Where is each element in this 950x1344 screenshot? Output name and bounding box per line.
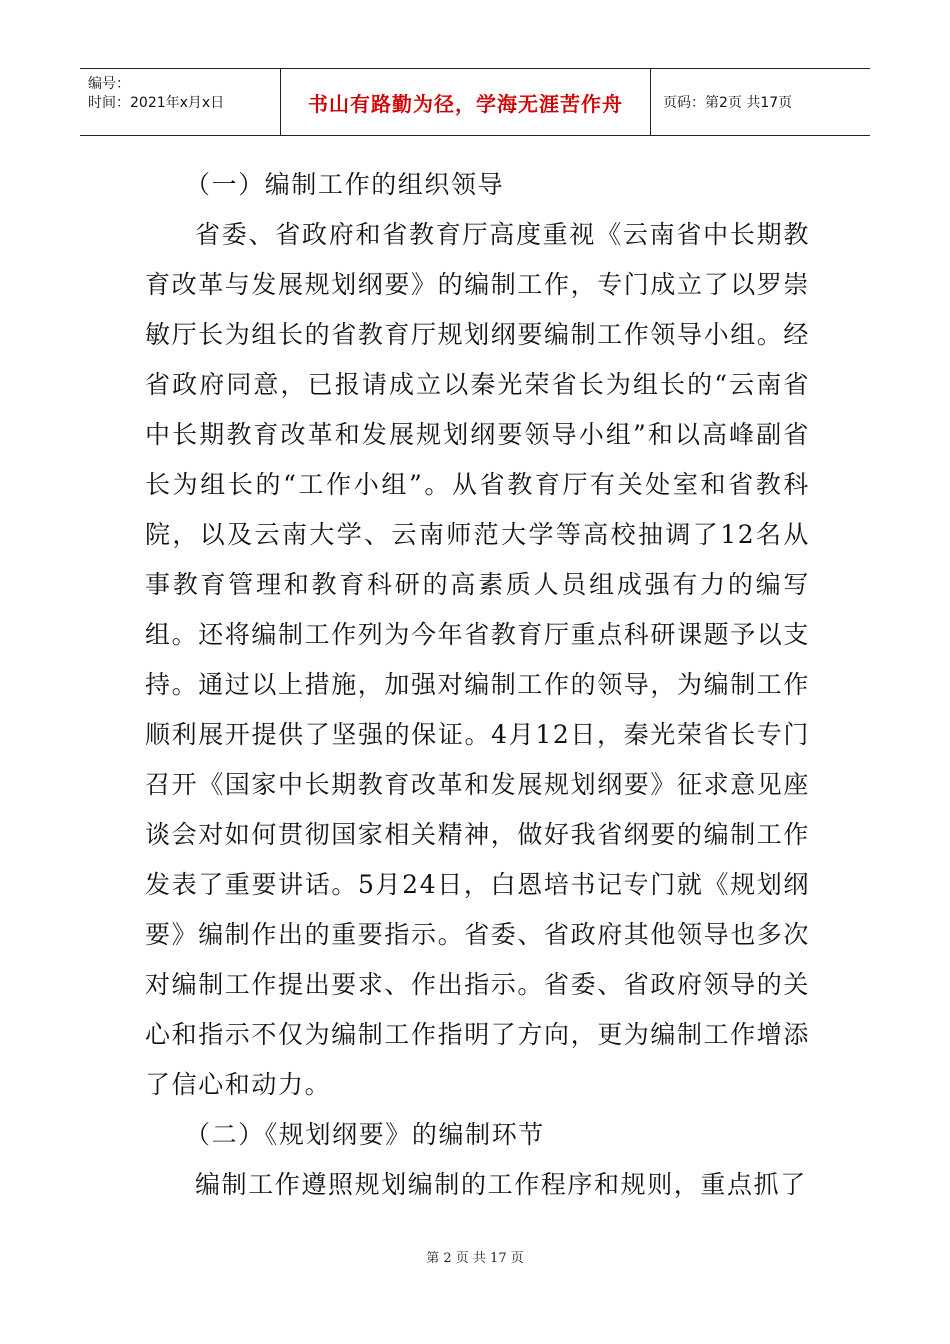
section-heading-1: （一）编制工作的组织领导: [185, 170, 505, 199]
document-body: [145, 160, 810, 1210]
document-number-label: 编号：: [88, 76, 130, 92]
header-motto: 书山有路勤为径，学海无涯苦作舟: [281, 69, 651, 135]
document-time-label: 时间：2021年x月x日: [88, 95, 225, 111]
page-footer: 第 2 页 共 17 页: [426, 1251, 524, 1266]
header-meta: [80, 69, 281, 135]
paragraph-1: 省委、省政府和省教育厅高度重视《云南省中长期教育改革与发展规划纲要》的编制工作，专门成立了以罗崇敏厅长为组长的省教育厅规划纲要编制工作领导小组。经省政府同意，已报请成立以秦光荣省长为组长的“云南省中长期教育改革和发展规划纲要领导小组”和以高峰副省长为组长的“工作小组”。从省教育厅有关处室和省教科院，以及云南大学、云南师范大学等高校抽调了12名从事教育管理和教育科研的高素质人员组成强有力的编写组。还将编制工作列为今年省教育厅重点科研课题予以支持。通过以上措施，加强对编制工作的领导，为编制工作顺利展开提供了坚强的保证。4月12日，秦光荣省长专门召开《国家中长期教育改革和发展规划纲要》征求意见座谈会对如何贯彻国家相关精神，做好我省纲要的编制工作发表了重要讲话。5月24日，白恩培书记专门就《规划纲要》编制作出的重要指示。省委、省政府其他领导也多次对编制工作提出要求、作出指示。省委、省政府领导的关心和指示不仅为编制工作指明了方向，更为编制工作增添了信心和动力。: [145, 220, 811, 1099]
section-heading-2: （二）《规划纲要》的编制环节: [185, 1120, 545, 1149]
page-header: [80, 68, 870, 136]
header-page-info: 页码：第2页 共17页: [663, 95, 793, 111]
paragraph-2: 编制工作遵照规划编制的工作程序和规则，重点抓了: [195, 1170, 807, 1199]
